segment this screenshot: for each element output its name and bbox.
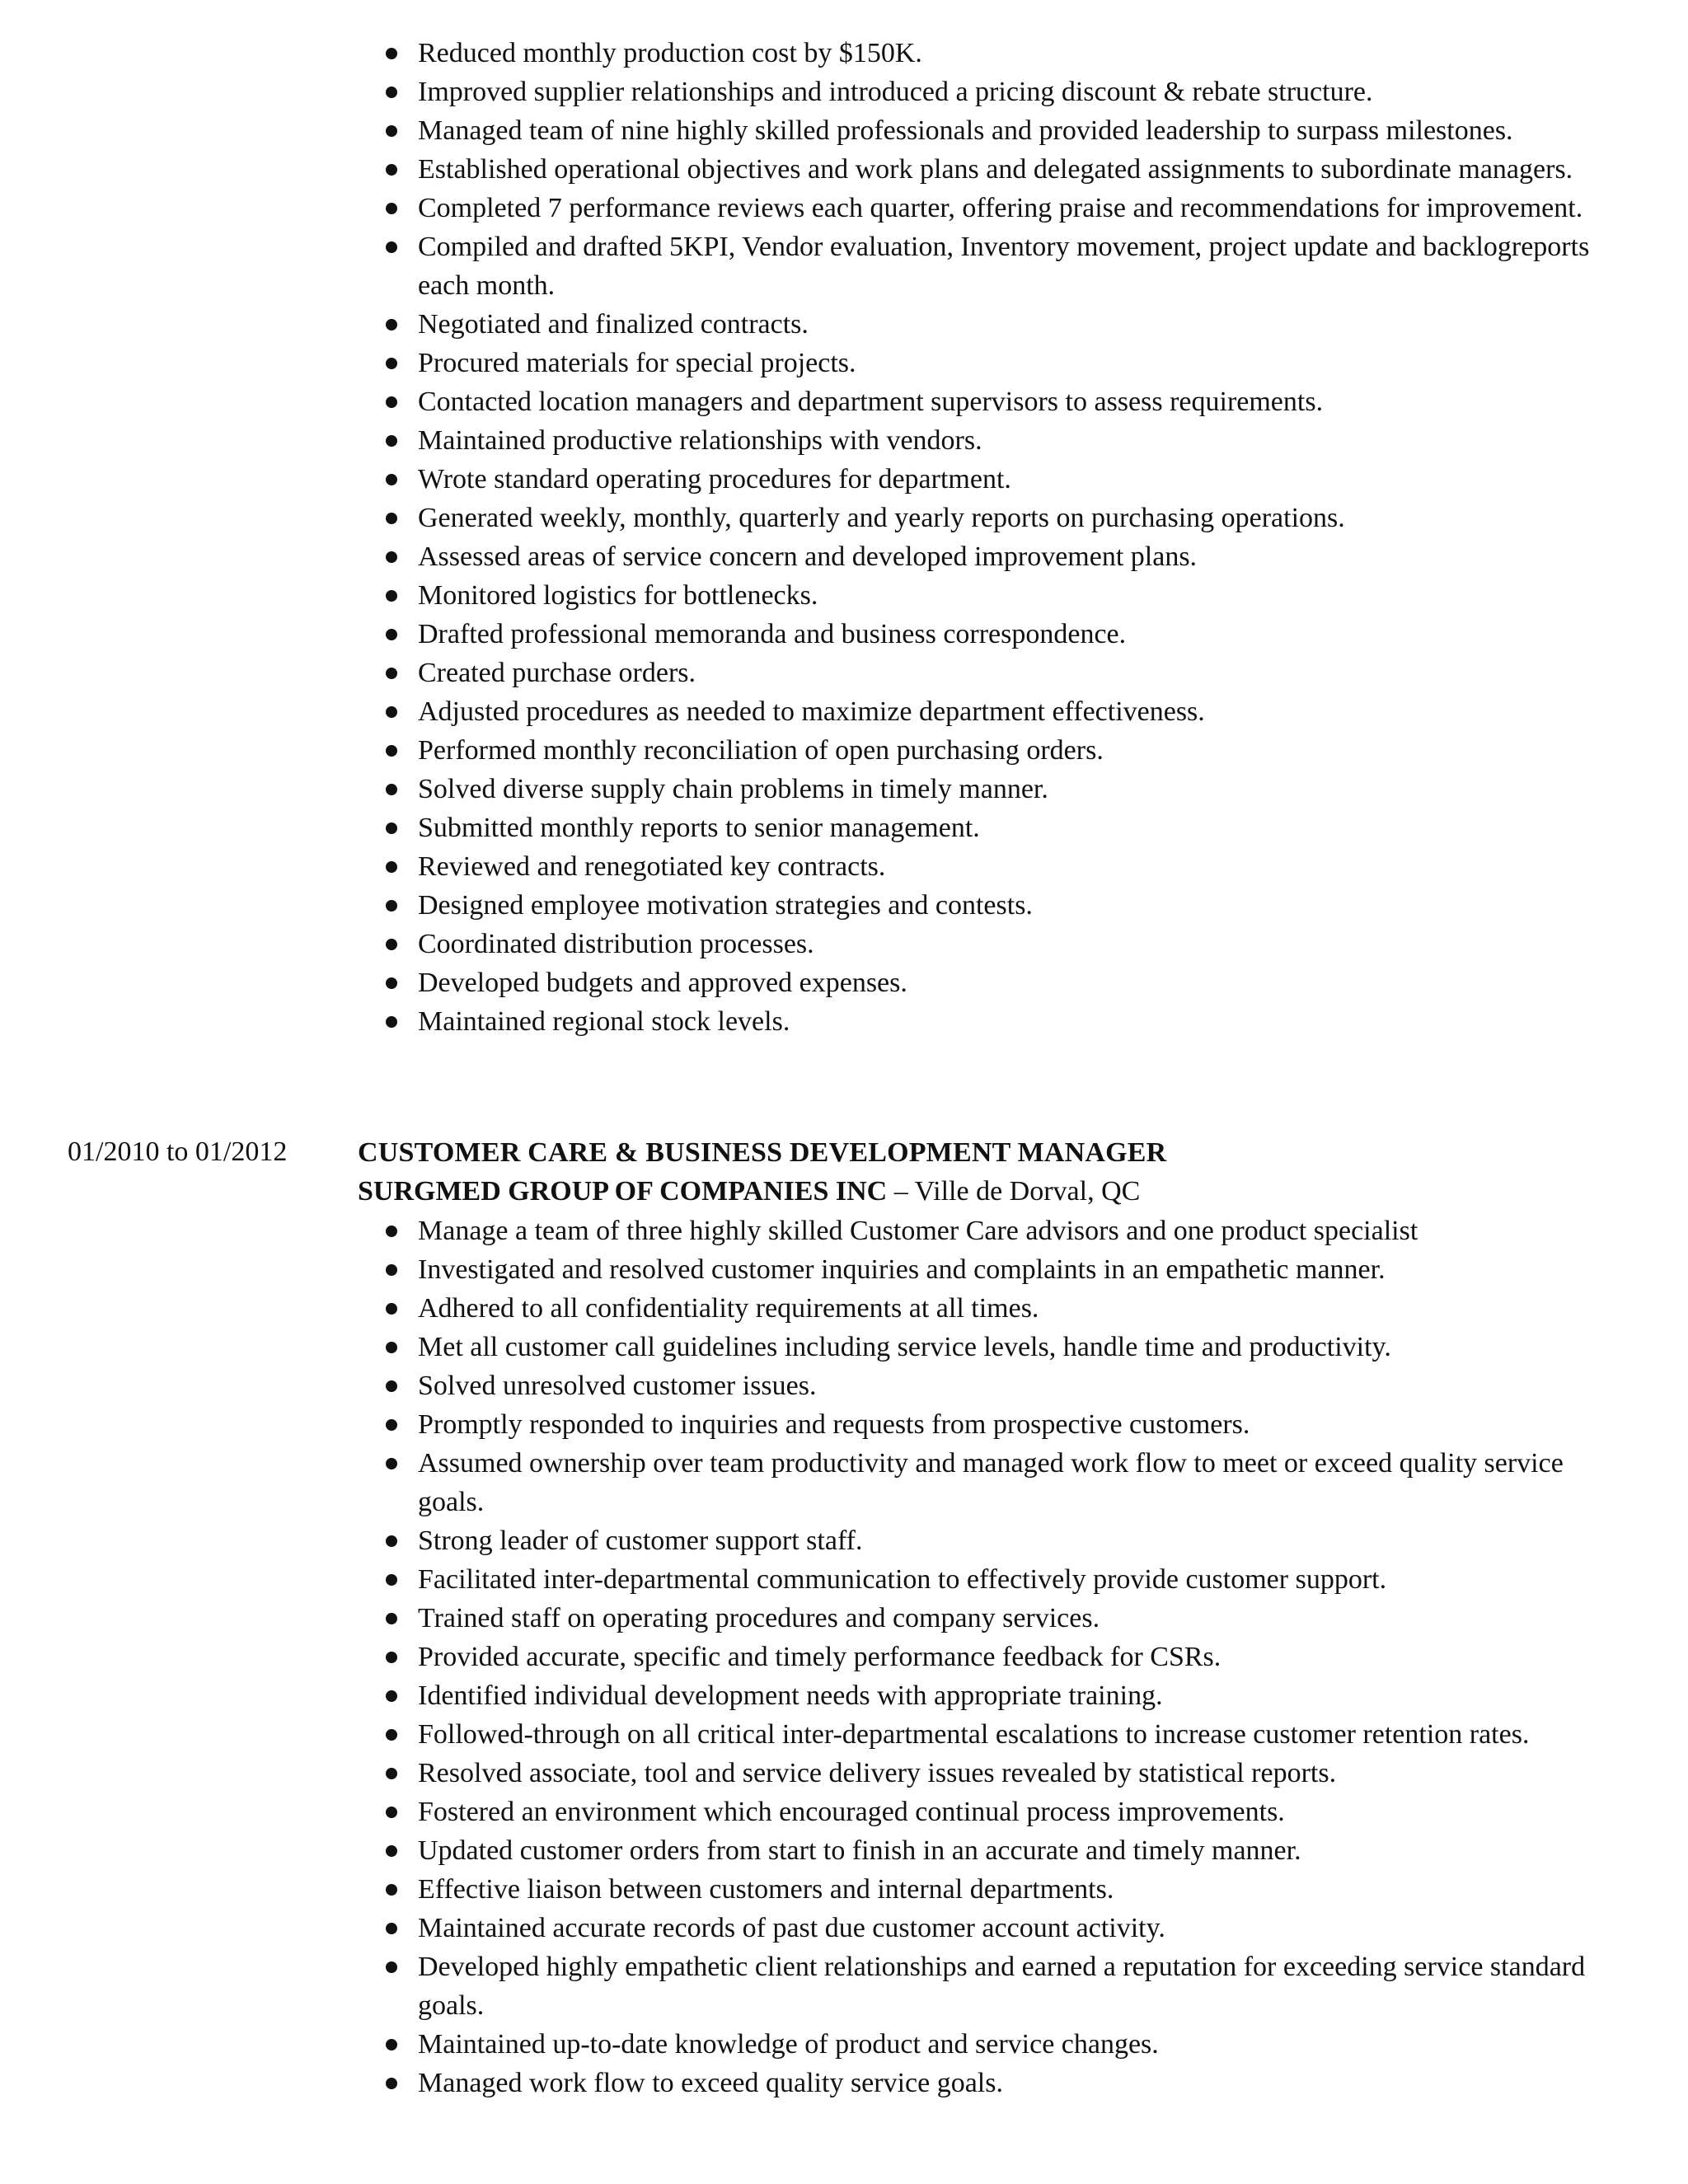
bullet-icon: [386, 1016, 397, 1028]
list-item: [379, 1405, 1599, 1444]
bullet-text: Improved supplier relationships and introduced a pricing discount & rebate structure.: [418, 77, 1373, 107]
list-item: [379, 1560, 1599, 1599]
bullet-icon: [386, 513, 397, 524]
bullet-icon: [386, 1419, 397, 1431]
bullet-icon: [386, 164, 397, 176]
bullet-text: Manage a team of three highly skilled Customer Care advisors and one product specialist: [418, 1216, 1418, 1246]
bullet-icon: [386, 1380, 397, 1392]
bullet-text: Reviewed and renegotiated key contracts.: [418, 851, 886, 882]
bullet-text: Maintained productive relationships with vendors.: [418, 425, 982, 456]
list-item: [379, 1715, 1599, 1754]
list-item: [379, 1793, 1599, 1831]
list-item: [379, 654, 1599, 692]
bullet-text: Adjusted procedures as needed to maximize department effectiveness.: [418, 696, 1205, 727]
bullet-icon: [386, 48, 397, 59]
list-item: [379, 73, 1599, 111]
list-item: [379, 1638, 1599, 1676]
bullet-text: Contacted location managers and department supervisors to assess requirements.: [418, 387, 1324, 417]
bullet-text: Trained staff on operating procedures and company services.: [418, 1603, 1100, 1633]
bullet-text: Updated customer orders from start to finish in an accurate and timely manner.: [418, 1835, 1301, 1866]
bullet-icon: [386, 668, 397, 679]
bullet-text: Maintained accurate records of past due customer account activity.: [418, 1913, 1165, 1943]
bullet-text: Generated weekly, monthly, quarterly and yearly reports on purchasing operations.: [418, 503, 1345, 533]
bullet-icon: [386, 1884, 397, 1896]
list-item: [379, 1366, 1599, 1405]
bullet-text: Compiled and drafted 5KPI, Vendor evaluation, Inventory movement, project update and backlogreports each month.: [418, 232, 1590, 301]
bullet-text: Assumed ownership over team productivity and managed work flow to meet or exceed quality service goals.: [418, 1448, 1564, 1517]
bullet-icon: [386, 1729, 397, 1741]
bullet-icon: [386, 241, 397, 253]
bullet-icon: [386, 706, 397, 718]
bullet-text: Strong leader of customer support staff.: [418, 1526, 863, 1556]
bullet-text: Coordinated distribution processes.: [418, 929, 814, 959]
bullet-text: Established operational objectives and work plans and delegated assignments to subordinate managers.: [418, 154, 1573, 185]
bullet-icon: [386, 1458, 397, 1469]
bullet-icon: [386, 1226, 397, 1237]
bullet-text: Identified individual development needs with appropriate training.: [418, 1680, 1163, 1711]
bullet-text: Wrote standard operating procedures for department.: [418, 464, 1011, 494]
bullet-icon: [386, 2078, 397, 2089]
list-item: [379, 305, 1599, 344]
list-item: [379, 1599, 1599, 1638]
bullet-text: Effective liaison between customers and internal departments.: [418, 1874, 1114, 1905]
bullet-text: Facilitated inter-departmental communication to effectively provide customer support.: [418, 1564, 1387, 1595]
list-item: [379, 1676, 1599, 1715]
company-line: [358, 1172, 1140, 1211]
bullet-icon: [386, 1613, 397, 1624]
list-item: [379, 847, 1599, 886]
bullet-icon: [386, 1690, 397, 1702]
bullet-icon: [386, 358, 397, 369]
list-item: [379, 1002, 1599, 1041]
list-item: [379, 2025, 1599, 2064]
job-date-range: 01/2010 to 01/2012: [68, 1137, 288, 1167]
bullet-icon: [386, 900, 397, 912]
list-item: [379, 615, 1599, 654]
list-item: [379, 1250, 1599, 1289]
list-item: [379, 1754, 1599, 1793]
bullet-text: Drafted professional memoranda and business correspondence.: [418, 619, 1127, 649]
list-item: [379, 460, 1599, 499]
list-item: [379, 421, 1599, 460]
bullet-text: Followed-through on all critical inter-departmental escalations to increase customer retention rates.: [418, 1719, 1530, 1750]
bullet-icon: [386, 1535, 397, 1547]
job1-bullet-list: [379, 34, 1599, 1041]
bullet-icon: [386, 939, 397, 950]
bullet-icon: [386, 396, 397, 408]
bullet-text: Procured materials for special projects.: [418, 348, 856, 378]
bullet-text: Monitored logistics for bottlenecks.: [418, 580, 818, 611]
bullet-icon: [386, 861, 397, 873]
bullet-text: Promptly responded to inquiries and requests from prospective customers.: [418, 1409, 1250, 1440]
bullet-icon: [386, 2039, 397, 2050]
bullet-icon: [386, 203, 397, 214]
list-item: [379, 731, 1599, 770]
bullet-text: Resolved associate, tool and service delivery issues revealed by statistical reports.: [418, 1758, 1337, 1788]
bullet-icon: [386, 1961, 397, 1973]
bullet-icon: [386, 319, 397, 330]
list-item: [379, 576, 1599, 615]
list-item: [379, 150, 1599, 189]
list-item: [379, 499, 1599, 537]
list-item: [379, 34, 1599, 73]
list-item: [379, 963, 1599, 1002]
list-item: [379, 692, 1599, 731]
list-item: [379, 189, 1599, 227]
bullet-text: Met all customer call guidelines including service levels, handle time and productivity.: [418, 1332, 1391, 1362]
bullet-icon: [386, 474, 397, 485]
list-item: [379, 382, 1599, 421]
list-item: [379, 344, 1599, 382]
bullet-text: Developed highly empathetic client relationships and earned a reputation for exceeding service standard goals.: [418, 1952, 1586, 2021]
bullet-text: Solved unresolved customer issues.: [418, 1371, 817, 1401]
list-item: [379, 770, 1599, 808]
bullet-text: Managed team of nine highly skilled professionals and provided leadership to surpass milestones.: [418, 115, 1513, 146]
bullet-text: Provided accurate, specific and timely performance feedback for CSRs.: [418, 1642, 1221, 1672]
bullet-text: Developed budgets and approved expenses.: [418, 968, 907, 998]
list-item: [379, 1289, 1599, 1328]
bullet-icon: [386, 745, 397, 757]
bullet-icon: [386, 629, 397, 640]
job2-bullet-list: [379, 1212, 1599, 2102]
bullet-icon: [386, 1768, 397, 1779]
company-name: SURGMED GROUP OF COMPANIES INC: [358, 1176, 888, 1207]
list-item: [379, 1444, 1599, 1521]
bullet-text: Submitted monthly reports to senior management.: [418, 813, 980, 843]
bullet-text: Maintained up-to-date knowledge of product and service changes.: [418, 2029, 1159, 2060]
list-item: [379, 1328, 1599, 1366]
bullet-text: Investigated and resolved customer inquiries and complaints in an empathetic manner.: [418, 1254, 1386, 1285]
bullet-icon: [386, 977, 397, 989]
list-item: [379, 1947, 1599, 2025]
bullet-text: Solved diverse supply chain problems in timely manner.: [418, 774, 1048, 804]
bullet-icon: [386, 551, 397, 563]
list-item: [379, 227, 1599, 305]
bullet-text: Designed employee motivation strategies and contests.: [418, 890, 1033, 921]
list-item: [379, 1909, 1599, 1947]
list-item: [379, 886, 1599, 925]
bullet-icon: [386, 784, 397, 795]
job-title: CUSTOMER CARE & BUSINESS DEVELOPMENT MANAGER: [358, 1137, 1167, 1168]
bullet-icon: [386, 1845, 397, 1857]
bullet-icon: [386, 1652, 397, 1663]
bullet-text: Reduced monthly production cost by $150K.: [418, 38, 922, 68]
bullet-icon: [386, 87, 397, 98]
bullet-text: Managed work flow to exceed quality service goals.: [418, 2068, 1003, 2098]
bullet-icon: [386, 125, 397, 137]
list-item: [379, 1831, 1599, 1870]
bullet-icon: [386, 1342, 397, 1353]
bullet-text: Adhered to all confidentiality requirements at all times.: [418, 1293, 1039, 1324]
bullet-icon: [386, 823, 397, 834]
bullet-text: Created purchase orders.: [418, 658, 696, 688]
list-item: [379, 2064, 1599, 2102]
bullet-text: Maintained regional stock levels.: [418, 1006, 790, 1037]
bullet-icon: [386, 1264, 397, 1276]
bullet-text: Assessed areas of service concern and developed improvement plans.: [418, 541, 1198, 572]
bullet-text: Completed 7 performance reviews each quarter, offering praise and recommendations for improvement.: [418, 193, 1583, 223]
bullet-icon: [386, 590, 397, 602]
company-location: Ville de Dorval, QC: [914, 1176, 1141, 1207]
bullet-icon: [386, 1923, 397, 1934]
bullet-icon: [386, 1303, 397, 1315]
list-item: [379, 537, 1599, 576]
bullet-icon: [386, 1574, 397, 1586]
list-item: [379, 1870, 1599, 1909]
bullet-text: Fostered an environment which encouraged continual process improvements.: [418, 1797, 1285, 1827]
bullet-text: Negotiated and finalized contracts.: [418, 309, 809, 340]
bullet-icon: [386, 435, 397, 447]
list-item: [379, 925, 1599, 963]
list-item: [379, 111, 1599, 150]
list-item: [379, 1521, 1599, 1560]
bullet-icon: [386, 1807, 397, 1818]
list-item: [379, 808, 1599, 847]
bullet-text: Performed monthly reconciliation of open purchasing orders.: [418, 735, 1104, 766]
list-item: [379, 1212, 1599, 1250]
location-separator: –: [887, 1176, 915, 1207]
